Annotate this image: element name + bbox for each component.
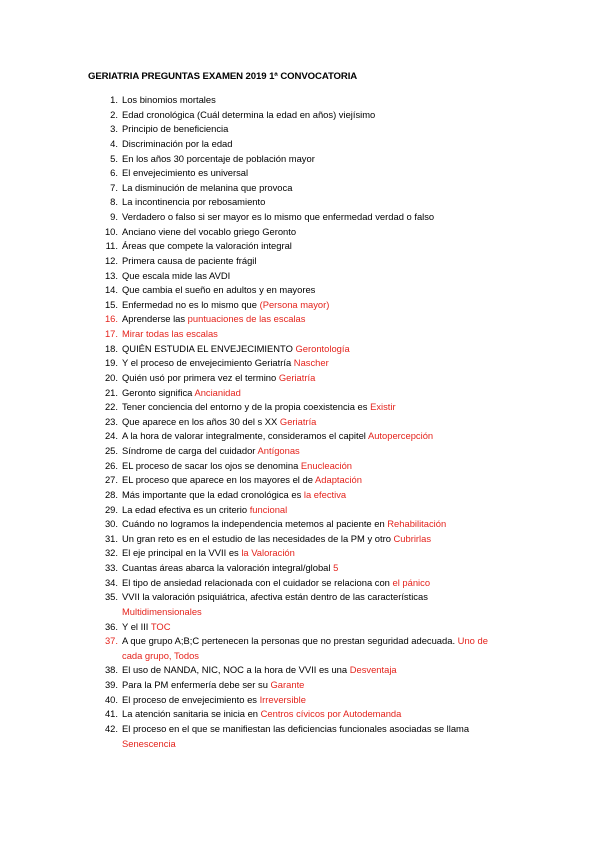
question-number: 16.: [104, 313, 118, 325]
question-number: 42.: [104, 722, 118, 734]
question-text-line: [122, 195, 265, 210]
question-number: 39.: [104, 679, 118, 690]
question-text: La incontinencia por rebosamiento: [122, 196, 266, 208]
question-item: [0, 137, 599, 152]
question-text-line: [122, 561, 338, 576]
question-text-line: [122, 166, 248, 181]
question-number: 22.: [104, 401, 118, 413]
question-item: [0, 386, 599, 401]
answer-text: Garante: [270, 679, 305, 690]
question-number: 31.: [104, 532, 118, 544]
question-text: Y el III: [122, 620, 151, 632]
question-text: Más importante que la edad cronológica es: [122, 488, 304, 500]
answer-text: 5: [333, 562, 339, 573]
question-number: 4.: [110, 137, 118, 149]
question-text-line: [122, 122, 228, 137]
question-text: VVII la valoración psiquiátrica, afectiva están dentro de las características: [122, 591, 428, 603]
question-text: Tener conciencia del entorno y de la propia coexistencia es: [122, 401, 371, 413]
page-title: GERIATRIA PREGUNTAS EXAMEN 2019 1ª CONVOCATORIA: [88, 71, 358, 82]
question-number: 7.: [110, 181, 118, 193]
question-text-line: [122, 634, 488, 649]
question-number: 26.: [104, 459, 118, 471]
answer-text: Existir: [370, 401, 396, 413]
question-item: [0, 298, 599, 313]
question-item: [0, 444, 599, 459]
question-text: A que grupo A;B;C pertenecen la personas que no prestan seguridad adecuada.: [122, 635, 458, 647]
question-text: Aprenderse las: [122, 313, 188, 325]
question-item: [0, 239, 599, 254]
answer-text: Geriatría: [278, 371, 316, 383]
question-text: El eje principal en la VVII es: [122, 547, 242, 559]
question-item: [0, 269, 599, 284]
question-text: La edad efectiva es un criterio: [122, 503, 250, 515]
question-text-line: [122, 371, 315, 386]
question-text-line: [122, 327, 218, 342]
question-item: [0, 400, 599, 415]
question-number: 10.: [104, 225, 118, 237]
question-text: Geronto significa: [122, 386, 195, 398]
question-text: Los binomios mortales: [122, 94, 216, 105]
question-text: Principio de beneficiencia: [122, 123, 229, 135]
answer-text: la Valoración: [241, 547, 295, 559]
answer-text: TOC: [150, 620, 171, 632]
question-number: 14.: [104, 284, 118, 296]
question-text: Que cambia el sueño en adultos y en mayores: [122, 284, 316, 296]
question-number: 41.: [104, 708, 118, 720]
answer-text: Centros cívicos por Autodemanda: [260, 708, 402, 720]
question-text-line: [122, 459, 352, 474]
question-item: [0, 488, 599, 503]
answer-text: Uno de: [457, 635, 488, 647]
question-text: El proceso en el que se manifiestan las deficiencias funcionales asociadas se llama: [122, 722, 470, 734]
question-item: [0, 225, 599, 240]
question-text: A la hora de valorar integralmente, consideramos el capitel: [122, 430, 368, 442]
question-item: [0, 459, 599, 474]
question-number: 40.: [104, 693, 118, 705]
question-text-line: [122, 181, 292, 196]
question-number: 5.: [110, 152, 118, 164]
question-text: Que aparece en los años 30 del s XX: [122, 415, 280, 427]
answer-text: Gerontología: [295, 342, 350, 354]
answer-text: Geriatría: [279, 415, 317, 427]
question-text-line: [122, 429, 433, 444]
answer-text: el pánico: [392, 576, 431, 588]
question-text-line: [122, 722, 469, 737]
question-item: [0, 356, 599, 371]
question-item: [0, 181, 599, 196]
question-text-line: [122, 415, 316, 430]
question-number: 8.: [110, 196, 118, 208]
question-number: 1.: [110, 94, 118, 105]
question-item: [0, 254, 599, 269]
question-item: [0, 93, 599, 108]
question-text: Cuantas áreas abarca la valoración integral/global: [122, 562, 334, 573]
question-text: Quién usó por primera vez el termino: [122, 371, 279, 383]
answer-text: Cubrirlas: [393, 532, 432, 544]
question-text-line: [122, 532, 431, 547]
answer-text: Rehabilitación: [387, 518, 447, 530]
question-number: 36.: [104, 620, 118, 632]
question-number: 32.: [104, 547, 118, 559]
question-item: [0, 342, 599, 357]
question-text: Discriminación por la edad: [122, 137, 233, 149]
answer-text: puntuaciones de las escalas: [187, 313, 306, 325]
question-item: [0, 722, 599, 751]
question-number: 15.: [104, 298, 118, 310]
question-number: 30.: [104, 518, 118, 530]
question-text-line: [122, 400, 396, 415]
question-item: [0, 312, 599, 327]
question-item: [0, 327, 599, 342]
question-text-line: [122, 239, 292, 254]
question-item: [0, 473, 599, 488]
question-number: 13.: [104, 269, 118, 281]
question-text: QUIÉN ESTUDIA EL ENVEJECIMIENTO: [122, 342, 296, 354]
question-number: 9.: [110, 211, 118, 222]
question-item: [0, 517, 599, 532]
question-text-line: [122, 152, 315, 167]
question-text-line: [122, 503, 287, 518]
question-number: 3.: [110, 123, 118, 135]
question-text: Mirar todas las escalas: [122, 328, 218, 339]
question-text: En los años 30 porcentaje de población mayor: [122, 152, 315, 164]
question-text-line: [122, 386, 241, 401]
question-item: [0, 634, 599, 663]
answer-continuation: Multidimensionales: [122, 605, 202, 617]
question-text-line: [122, 312, 305, 327]
question-text-line: [122, 546, 295, 561]
question-number: 34.: [104, 576, 118, 588]
question-item: [0, 166, 599, 181]
question-item: [0, 590, 599, 619]
question-text-line: [122, 473, 362, 488]
question-text: Edad cronológica (Cuál determina la edad en años) viejísimo: [122, 108, 376, 120]
question-item: [0, 620, 599, 635]
question-item: [0, 532, 599, 547]
question-item: [0, 371, 599, 386]
question-item: [0, 429, 599, 444]
question-text: Verdadero o falso si ser mayor es lo mismo que enfermedad verdad o falso: [122, 211, 435, 222]
question-number: 33.: [104, 562, 118, 573]
question-text-line: [122, 517, 446, 532]
question-text-line: [122, 283, 315, 298]
question-text-line: [122, 254, 256, 269]
question-text-line: [122, 93, 216, 108]
question-number: 38.: [104, 664, 118, 676]
question-text-line: [122, 210, 434, 225]
question-text-line: [122, 620, 170, 635]
question-number: 35.: [104, 591, 118, 603]
question-number: 12.: [104, 254, 118, 266]
question-item: [0, 546, 599, 561]
question-text-line: [122, 663, 397, 678]
question-number: 11.: [105, 240, 118, 252]
question-text-line: [122, 137, 232, 152]
question-text-line: [122, 225, 296, 240]
question-number: 23.: [104, 415, 118, 427]
question-text: El tipo de ansiedad relacionada con el cuidador se relaciona con: [122, 576, 393, 588]
answer-text: Antígonas: [257, 445, 300, 456]
answer-continuation: cada grupo, Todos: [122, 649, 199, 661]
question-number: 18.: [104, 342, 118, 354]
question-text: El envejecimiento es universal: [122, 167, 249, 179]
question-item: [0, 707, 599, 722]
answer-continuation: Senescencia: [122, 737, 176, 749]
question-text: Para la PM enfermería debe ser su: [122, 679, 271, 690]
question-text-line: [122, 693, 306, 708]
question-number: 24.: [104, 430, 118, 442]
answer-text: Adaptación: [315, 474, 362, 486]
question-item: [0, 663, 599, 678]
question-item: [0, 678, 599, 693]
question-number: 17.: [104, 328, 118, 339]
question-text-line: [122, 590, 428, 605]
question-number: 2.: [110, 108, 118, 120]
question-text: Síndrome de carga del cuidador: [122, 445, 258, 456]
question-text-line: [122, 108, 375, 123]
question-text: Áreas que compete la valoración integral: [122, 240, 292, 252]
question-text-line: [122, 298, 329, 313]
question-item: [0, 693, 599, 708]
answer-text: Irreversible: [259, 693, 306, 705]
question-text: La atención sanitaria se inicia en: [122, 708, 261, 720]
question-text: Anciano viene del vocablo griego Geronto: [122, 225, 297, 237]
answer-text: Enucleación: [300, 459, 352, 471]
question-text: Y el proceso de envejecimiento Geriatría: [122, 357, 294, 369]
question-number: 28.: [104, 488, 118, 500]
question-text-line: [122, 342, 350, 357]
answer-text: la efectiva: [303, 488, 347, 500]
question-item: [0, 415, 599, 430]
question-number: 25.: [104, 445, 118, 456]
question-text: Enfermedad no es lo mismo que: [122, 298, 260, 310]
question-text: Que escala mide las AVDI: [122, 269, 231, 281]
question-text-line: [122, 576, 430, 591]
question-number: 6.: [110, 167, 118, 179]
question-number: 29.: [104, 503, 118, 515]
question-number: 20.: [104, 371, 118, 383]
question-item: [0, 210, 599, 225]
answer-text: funcional: [249, 503, 288, 515]
question-item: [0, 503, 599, 518]
question-text: Un gran reto es en el estudio de las necesidades de la PM y otro: [122, 532, 394, 544]
question-number: 19.: [104, 357, 118, 369]
question-item: [0, 576, 599, 591]
question-item: [0, 122, 599, 137]
question-text-line: [122, 707, 401, 722]
question-text: EL proceso que aparece en los mayores el de: [122, 474, 316, 486]
question-text-line: [122, 678, 304, 693]
question-number: 21.: [104, 386, 118, 398]
answer-text: Nascher: [293, 357, 329, 369]
question-number: 27.: [104, 474, 118, 486]
question-text-line: [122, 269, 230, 284]
question-text: La disminución de melanina que provoca: [122, 181, 293, 193]
question-text-line: [122, 488, 346, 503]
question-text: El uso de NANDA, NIC, NOC a la hora de VVII es una: [122, 664, 350, 676]
question-item: [0, 195, 599, 210]
question-text-line: [122, 356, 329, 371]
answer-text: (Persona mayor): [259, 298, 330, 310]
answer-text: Desventaja: [349, 664, 397, 676]
question-list: [0, 93, 599, 751]
question-item: [0, 152, 599, 167]
question-text: Primera causa de paciente frágil: [122, 254, 257, 266]
question-item: [0, 283, 599, 298]
question-item: [0, 108, 599, 123]
question-text: El proceso de envejecimiento es: [122, 693, 260, 705]
answer-text: Autopercepción: [367, 430, 434, 442]
answer-text: Ancianidad: [194, 386, 241, 398]
question-text-line: [122, 444, 300, 459]
question-text: Cuándo no logramos la independencia metemos al paciente en: [122, 518, 388, 530]
question-item: [0, 561, 599, 576]
question-text: EL proceso de sacar los ojos se denomina: [122, 459, 301, 471]
question-number: 37.: [104, 635, 118, 647]
